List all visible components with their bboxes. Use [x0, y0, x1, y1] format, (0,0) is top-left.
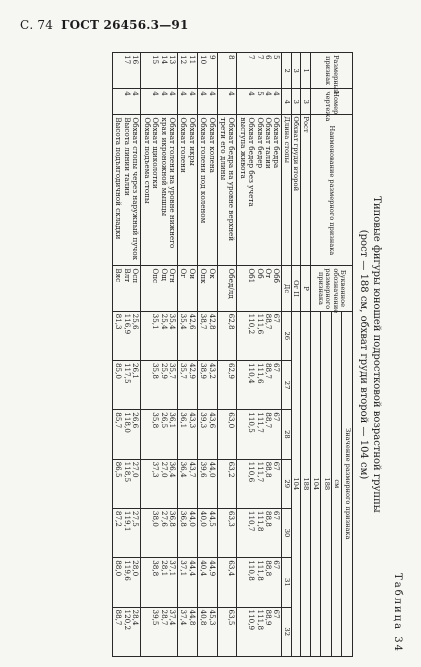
- row-chart: 4 4 4: [141, 89, 178, 115]
- cell: Обхват груди второй: [291, 115, 300, 266]
- size-cell: 27: [282, 360, 291, 409]
- value-cell: 44,5 40,0: [197, 508, 217, 557]
- value-cell: 27,5 119,1 87,2: [113, 508, 141, 557]
- sub-row-height: [301, 53, 310, 657]
- header-unit: см: [331, 311, 342, 656]
- header-height-value: 188: [321, 311, 332, 656]
- value-cell: 43,2 38,9: [197, 360, 217, 409]
- size-cell: 32: [282, 607, 291, 657]
- row-code: Обб От Об Об1: [237, 266, 282, 311]
- row-description: Обхват колена Обхват голени под коленом: [197, 115, 217, 266]
- header-chest-value: 104: [310, 311, 321, 656]
- value-cell: 36,1 26,5 35,8: [141, 410, 178, 459]
- value-cell: 36,8 27,6 38,0: [141, 508, 178, 557]
- size-cell: 28: [282, 410, 291, 459]
- value-cell: 62,9: [217, 360, 237, 409]
- value-cell: 43,3 36,1: [177, 410, 197, 459]
- header-value: Значение размерного признака: [342, 311, 353, 656]
- value-cell: 44,9 40,4: [197, 558, 217, 607]
- value-cell: 67 88,8 111,7 110,6: [237, 459, 282, 508]
- cell: 2: [282, 53, 291, 89]
- value-cell: 28,0 119,6 88,0: [113, 558, 141, 607]
- header-row: [342, 53, 353, 657]
- row-description: Обхват икры Обхват голени: [177, 115, 197, 266]
- size-cell: 26: [282, 311, 291, 360]
- value-cell: 43,7 36,4: [177, 459, 197, 508]
- value-cell: 67 88,9 111,8 110,9: [237, 607, 282, 657]
- cell: 3: [291, 53, 300, 89]
- table-row: [177, 53, 197, 657]
- value-cell: 62,8: [217, 311, 237, 360]
- cell: 1: [301, 53, 310, 89]
- value-cell: 44,4 37,1: [177, 558, 197, 607]
- row-chart: 4: [217, 89, 237, 115]
- row-description: Обхват голени на уровне нижнего края икроножной мышцы Обхват щиколотки Обхват подъема стопы: [141, 115, 178, 266]
- row-code: Огн Ощ Опс: [141, 266, 178, 311]
- value-cell: 42,6 35,4: [177, 311, 197, 360]
- table-row: [237, 53, 282, 657]
- value-cell: 42,9 35,7: [177, 360, 197, 409]
- cell: 104: [291, 311, 300, 656]
- value-cell: 35,7 25,9 35,8: [141, 360, 178, 409]
- cell: 3: [301, 89, 310, 115]
- sub-row-chest: [291, 53, 300, 657]
- header-chart: Номер чертежа: [310, 89, 352, 115]
- value-cell: 28,4 120,2 88,7: [113, 607, 141, 657]
- cell: Рост: [301, 115, 310, 266]
- value-cell: 63,4: [217, 558, 237, 607]
- value-cell: 44,8 37,4: [177, 607, 197, 657]
- value-cell: 43,6 39,3: [197, 410, 217, 459]
- cell: Длина стопы: [282, 115, 291, 266]
- value-cell: 25,6 116,9 81,3: [113, 311, 141, 360]
- row-index: 13 14 15: [141, 53, 178, 89]
- cell: 188: [301, 311, 310, 656]
- cell: Р: [301, 266, 310, 311]
- value-cell: 45,3 40,8: [197, 607, 217, 657]
- cell: 3: [291, 89, 300, 115]
- value-cell: 26,1 117,5 85,0: [113, 360, 141, 409]
- value-cell: 27,0 118,5 86,5: [113, 459, 141, 508]
- table-row: [197, 53, 217, 657]
- row-chart: 4 4 5 4: [237, 89, 282, 115]
- table-row: [113, 53, 141, 657]
- value-cell: 35,4 25,4 35,1: [141, 311, 178, 360]
- value-cell: 67 88,8 111,8 110,7: [237, 508, 282, 557]
- row-index: 11 12: [177, 53, 197, 89]
- value-cell: 63,2: [217, 459, 237, 508]
- row-code: Осп Влт Вяс: [113, 266, 141, 311]
- row-index: 9 10: [197, 53, 217, 89]
- value-cell: 44,0 36,8: [177, 508, 197, 557]
- value-cell: 67 88,8 111,8 110,8: [237, 558, 282, 607]
- row-index: 5 6 7 7: [237, 53, 282, 89]
- row-index: 8: [217, 53, 237, 89]
- header-feature: Размерный признак: [310, 53, 352, 89]
- row-code: Ок Опк: [197, 266, 217, 311]
- value-cell: 67 88,7 111,7 110,5: [237, 410, 282, 459]
- cell: Дс: [282, 266, 291, 311]
- value-cell: 26,6 118,0 85,7: [113, 410, 141, 459]
- row-chart: 4 4: [113, 89, 141, 115]
- row-description: Обхват бедра Обхват талии Обхват бедер Обхват бедер без учета выступа живота: [237, 115, 282, 266]
- row-chart: 4 4: [177, 89, 197, 115]
- title-line-2: (рост — 188 см, обхват груди второй — 104 см): [358, 229, 369, 480]
- rotated-table-area: [10, 52, 405, 657]
- row-description: Обхват стопы через наружный пучок Высота линии талии Высота подъягодичной складки: [113, 115, 141, 266]
- cell: 4: [282, 89, 291, 115]
- data-table: [112, 52, 353, 657]
- table-label: Таблица 34: [392, 573, 403, 653]
- row-chart: 4 4: [197, 89, 217, 115]
- size-cell: 30: [282, 508, 291, 557]
- page-number: С. 74: [20, 18, 54, 32]
- table-row: [141, 53, 178, 657]
- page-header: [20, 18, 189, 32]
- table-title: [357, 52, 383, 657]
- value-cell: 42,8 38,7: [197, 311, 217, 360]
- value-cell: 44,0 39,6: [197, 459, 217, 508]
- row-code: Обед/лд: [217, 266, 237, 311]
- standard-code: ГОСТ 26456.3—91: [61, 18, 189, 32]
- row-index: 16 17: [113, 53, 141, 89]
- value-cell: 67 88,7 111,6 110,4: [237, 360, 282, 409]
- title-line-1: Типовые фигуры юношей подростковой возрастной группы: [371, 196, 382, 513]
- size-cell: 29: [282, 459, 291, 508]
- header-code: Буквенное обозначение размерного признака: [310, 266, 352, 311]
- value-cell: 67 88,7 111,6 110,2: [237, 311, 282, 360]
- row-code: Ои Ог: [177, 266, 197, 311]
- sub-row-foot: [282, 53, 291, 657]
- table-row: [217, 53, 237, 657]
- size-cell: 31: [282, 558, 291, 607]
- header-name: Наименование размерного признака: [310, 115, 352, 266]
- value-cell: 63,3: [217, 508, 237, 557]
- value-cell: 37,1 28,1 38,8: [141, 558, 178, 607]
- value-cell: 37,4 28,7 39,5: [141, 607, 178, 657]
- row-description: Обхват бедра на уровне верхней трети его длины: [217, 115, 237, 266]
- value-cell: 63,0: [217, 410, 237, 459]
- value-cell: 36,4 27,0 37,3: [141, 459, 178, 508]
- value-cell: 63,5: [217, 607, 237, 657]
- cell: Ог II: [291, 266, 300, 311]
